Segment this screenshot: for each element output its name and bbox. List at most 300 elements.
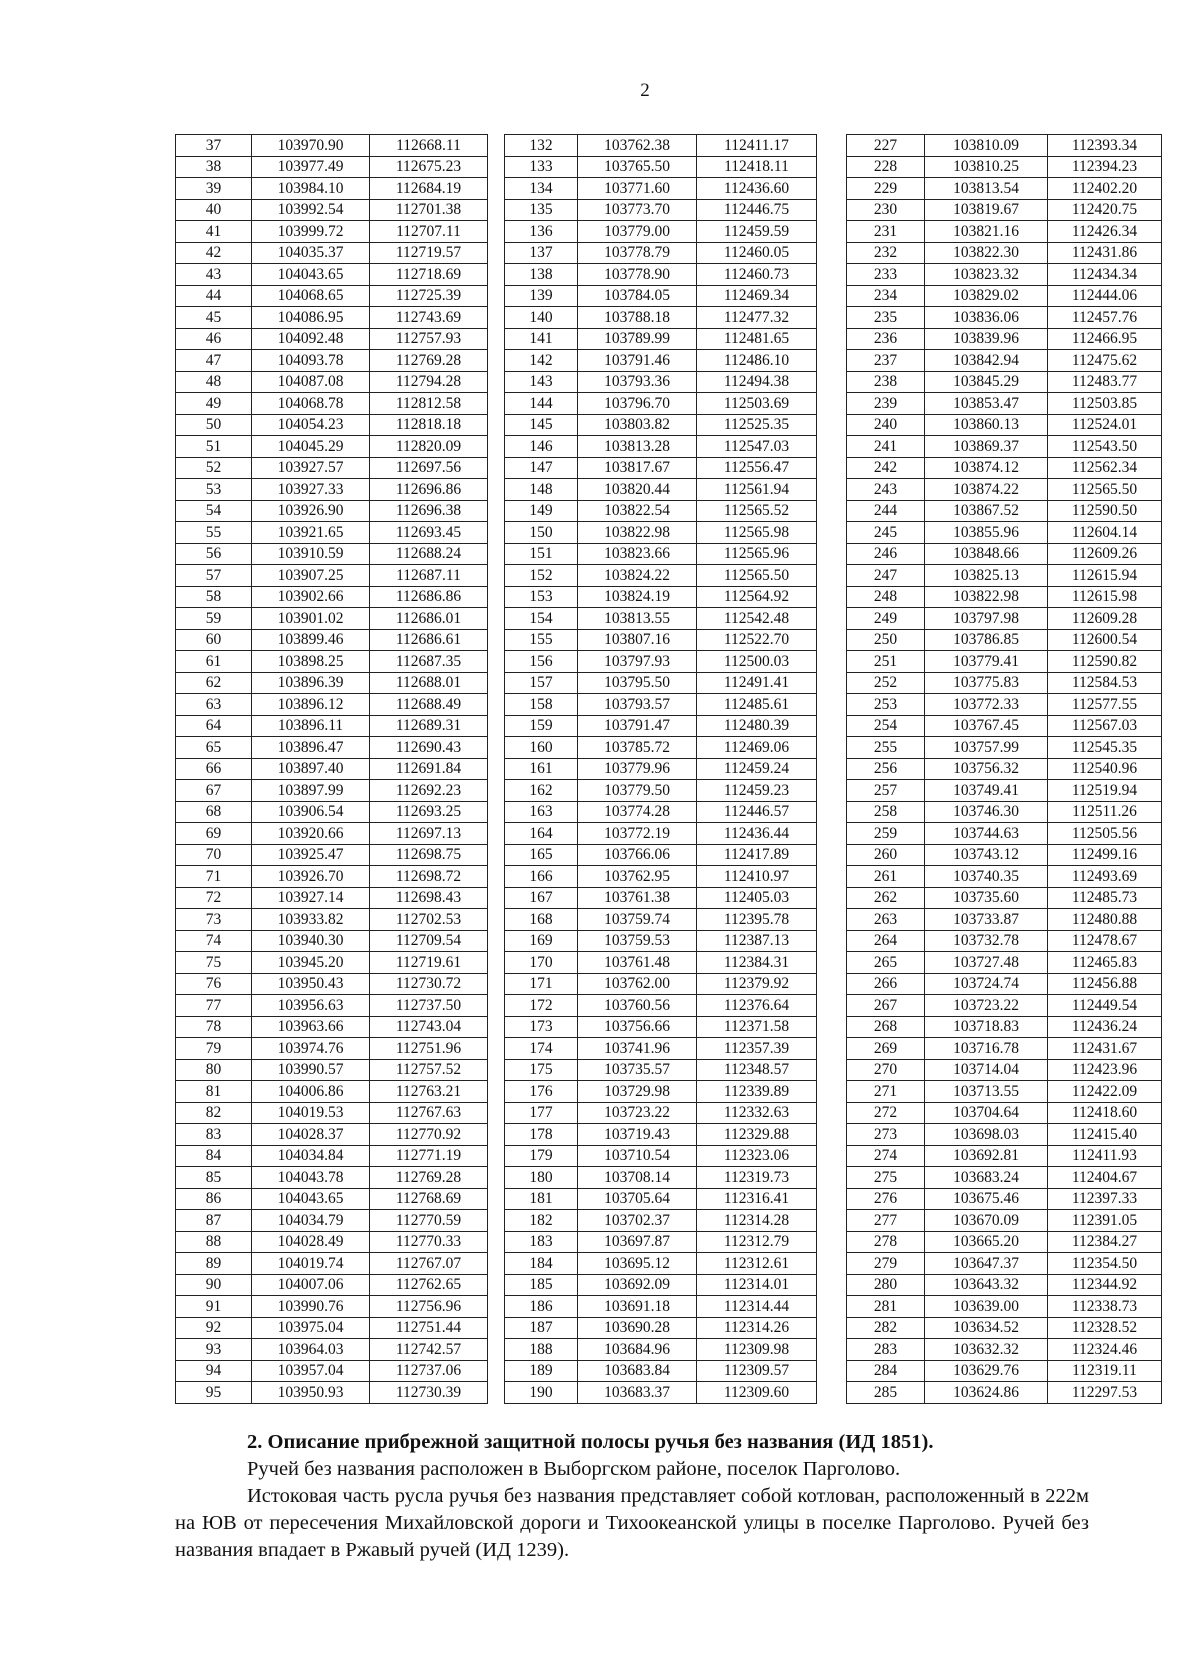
y-coordinate-cell: 112696.86 <box>370 479 488 501</box>
x-coordinate-cell: 103692.81 <box>925 1145 1048 1167</box>
y-coordinate-cell: 112690.43 <box>370 737 488 759</box>
y-coordinate-cell: 112696.38 <box>370 500 488 522</box>
table-row <box>847 608 1162 630</box>
y-coordinate-cell: 112702.53 <box>370 909 488 931</box>
x-coordinate-cell: 103634.52 <box>925 1317 1048 1339</box>
point-number-cell: 76 <box>176 973 252 995</box>
point-number-cell: 151 <box>505 543 578 565</box>
y-coordinate-cell: 112684.19 <box>370 178 488 200</box>
point-number-cell: 63 <box>176 694 252 716</box>
point-number-cell: 72 <box>176 887 252 909</box>
table-row <box>847 651 1162 673</box>
point-number-cell: 235 <box>847 307 925 329</box>
x-coordinate-cell: 103789.99 <box>578 328 697 350</box>
y-coordinate-cell: 112770.59 <box>370 1210 488 1232</box>
table-row <box>176 436 488 458</box>
y-coordinate-cell: 112344.92 <box>1048 1274 1162 1296</box>
x-coordinate-cell: 103898.25 <box>252 651 370 673</box>
x-coordinate-cell: 103788.18 <box>578 307 697 329</box>
section-description <box>175 1429 1089 1564</box>
point-number-cell: 228 <box>847 156 925 178</box>
y-coordinate-cell: 112751.44 <box>370 1317 488 1339</box>
y-coordinate-cell: 112371.58 <box>697 1016 817 1038</box>
x-coordinate-cell: 103705.64 <box>578 1188 697 1210</box>
table-row <box>176 522 488 544</box>
x-coordinate-cell: 103771.60 <box>578 178 697 200</box>
point-number-cell: 37 <box>176 135 252 157</box>
y-coordinate-cell: 112418.60 <box>1048 1102 1162 1124</box>
x-coordinate-cell: 103772.19 <box>578 823 697 845</box>
x-coordinate-cell: 103744.63 <box>925 823 1048 845</box>
table-row <box>176 995 488 1017</box>
table-row <box>505 522 817 544</box>
y-coordinate-cell: 112687.11 <box>370 565 488 587</box>
x-coordinate-cell: 103824.19 <box>578 586 697 608</box>
x-coordinate-cell: 103704.64 <box>925 1102 1048 1124</box>
y-coordinate-cell: 112309.57 <box>697 1360 817 1382</box>
point-number-cell: 92 <box>176 1317 252 1339</box>
point-number-cell: 264 <box>847 930 925 952</box>
y-coordinate-cell: 112818.18 <box>370 414 488 436</box>
y-coordinate-cell: 112426.34 <box>1048 221 1162 243</box>
point-number-cell: 188 <box>505 1339 578 1361</box>
point-number-cell: 146 <box>505 436 578 458</box>
y-coordinate-cell: 112556.47 <box>697 457 817 479</box>
x-coordinate-cell: 103896.12 <box>252 694 370 716</box>
table-row <box>847 479 1162 501</box>
x-coordinate-cell: 103761.38 <box>578 887 697 909</box>
table-row <box>505 264 817 286</box>
point-number-cell: 276 <box>847 1188 925 1210</box>
table-row <box>847 1210 1162 1232</box>
table-row <box>847 758 1162 780</box>
table-row <box>176 178 488 200</box>
y-coordinate-cell: 112460.05 <box>697 242 817 264</box>
table-row <box>847 973 1162 995</box>
x-coordinate-cell: 103743.12 <box>925 844 1048 866</box>
y-coordinate-cell: 112423.96 <box>1048 1059 1162 1081</box>
table-row <box>176 823 488 845</box>
table-row <box>505 608 817 630</box>
table-row <box>847 1317 1162 1339</box>
table-row <box>847 307 1162 329</box>
point-number-cell: 227 <box>847 135 925 157</box>
x-coordinate-cell: 104043.65 <box>252 264 370 286</box>
table-row <box>505 1317 817 1339</box>
table-row <box>847 952 1162 974</box>
y-coordinate-cell: 112767.07 <box>370 1253 488 1275</box>
point-number-cell: 232 <box>847 242 925 264</box>
point-number-cell: 57 <box>176 565 252 587</box>
y-coordinate-cell: 112493.69 <box>1048 866 1162 888</box>
y-coordinate-cell: 112688.24 <box>370 543 488 565</box>
table-row <box>847 1274 1162 1296</box>
x-coordinate-cell: 104092.48 <box>252 328 370 350</box>
point-number-cell: 39 <box>176 178 252 200</box>
y-coordinate-cell: 112402.20 <box>1048 178 1162 200</box>
point-number-cell: 83 <box>176 1124 252 1146</box>
point-number-cell: 78 <box>176 1016 252 1038</box>
section-paragraph-location: Ручей без названия расположен в Выборгском районе, поселок Парголово. <box>247 1458 901 1480</box>
table-row <box>505 1210 817 1232</box>
y-coordinate-cell: 112609.26 <box>1048 543 1162 565</box>
point-number-cell: 46 <box>176 328 252 350</box>
x-coordinate-cell: 103695.12 <box>578 1253 697 1275</box>
table-row <box>847 436 1162 458</box>
x-coordinate-cell: 103896.11 <box>252 715 370 737</box>
point-number-cell: 69 <box>176 823 252 845</box>
x-coordinate-cell: 103902.66 <box>252 586 370 608</box>
x-coordinate-cell: 104043.78 <box>252 1167 370 1189</box>
x-coordinate-cell: 103791.46 <box>578 350 697 372</box>
point-number-cell: 43 <box>176 264 252 286</box>
table-row <box>176 1231 488 1253</box>
table-row <box>176 1382 488 1404</box>
point-number-cell: 252 <box>847 672 925 694</box>
point-number-cell: 189 <box>505 1360 578 1382</box>
y-coordinate-cell: 112411.17 <box>697 135 817 157</box>
x-coordinate-cell: 103632.32 <box>925 1339 1048 1361</box>
point-number-cell: 84 <box>176 1145 252 1167</box>
point-number-cell: 171 <box>505 973 578 995</box>
y-coordinate-cell: 112485.73 <box>1048 887 1162 909</box>
point-number-cell: 87 <box>176 1210 252 1232</box>
table-row <box>847 522 1162 544</box>
x-coordinate-cell: 103945.20 <box>252 952 370 974</box>
x-coordinate-cell: 103683.84 <box>578 1360 697 1382</box>
point-number-cell: 176 <box>505 1081 578 1103</box>
x-coordinate-cell: 103964.03 <box>252 1339 370 1361</box>
point-number-cell: 247 <box>847 565 925 587</box>
x-coordinate-cell: 103848.66 <box>925 543 1048 565</box>
x-coordinate-cell: 103765.50 <box>578 156 697 178</box>
y-coordinate-cell: 112762.65 <box>370 1274 488 1296</box>
y-coordinate-cell: 112486.10 <box>697 350 817 372</box>
point-number-cell: 178 <box>505 1124 578 1146</box>
x-coordinate-cell: 103910.59 <box>252 543 370 565</box>
x-coordinate-cell: 103665.20 <box>925 1231 1048 1253</box>
y-coordinate-cell: 112324.46 <box>1048 1339 1162 1361</box>
point-number-cell: 44 <box>176 285 252 307</box>
x-coordinate-cell: 103756.32 <box>925 758 1048 780</box>
x-coordinate-cell: 103855.96 <box>925 522 1048 544</box>
section-paragraph-source: Истоковая часть русла ручья без названия представляет собой котлован, расположенный в 222м на ЮВ от пересечения Михайловской дороги и Тихоокеанской улицы в поселке Парголово. Ручей без названия впадает в Ржавый ручей (ИД 1239). <box>175 1485 1089 1561</box>
y-coordinate-cell: 112459.59 <box>697 221 817 243</box>
y-coordinate-cell: 112411.93 <box>1048 1145 1162 1167</box>
point-number-cell: 246 <box>847 543 925 565</box>
y-coordinate-cell: 112477.32 <box>697 307 817 329</box>
point-number-cell: 58 <box>176 586 252 608</box>
y-coordinate-cell: 112312.61 <box>697 1253 817 1275</box>
x-coordinate-cell: 103925.47 <box>252 844 370 866</box>
table-row <box>847 371 1162 393</box>
y-coordinate-cell: 112328.52 <box>1048 1317 1162 1339</box>
point-number-cell: 167 <box>505 887 578 909</box>
point-number-cell: 47 <box>176 350 252 372</box>
x-coordinate-cell: 103825.13 <box>925 565 1048 587</box>
x-coordinate-cell: 103926.70 <box>252 866 370 888</box>
point-number-cell: 253 <box>847 694 925 716</box>
point-number-cell: 258 <box>847 801 925 823</box>
point-number-cell: 177 <box>505 1102 578 1124</box>
table-row <box>847 780 1162 802</box>
table-row <box>505 1296 817 1318</box>
x-coordinate-cell: 103950.43 <box>252 973 370 995</box>
y-coordinate-cell: 112511.26 <box>1048 801 1162 823</box>
point-number-cell: 160 <box>505 737 578 759</box>
y-coordinate-cell: 112675.23 <box>370 156 488 178</box>
table-row <box>505 1145 817 1167</box>
x-coordinate-cell: 103869.37 <box>925 436 1048 458</box>
x-coordinate-cell: 104019.53 <box>252 1102 370 1124</box>
point-number-cell: 163 <box>505 801 578 823</box>
y-coordinate-cell: 112348.57 <box>697 1059 817 1081</box>
x-coordinate-cell: 103735.57 <box>578 1059 697 1081</box>
table-row <box>847 1382 1162 1404</box>
y-coordinate-cell: 112475.62 <box>1048 350 1162 372</box>
y-coordinate-cell: 112590.50 <box>1048 500 1162 522</box>
y-coordinate-cell: 112600.54 <box>1048 629 1162 651</box>
x-coordinate-cell: 103779.96 <box>578 758 697 780</box>
x-coordinate-cell: 103796.70 <box>578 393 697 415</box>
coordinates-table-2 <box>504 134 817 1404</box>
x-coordinate-cell: 103643.32 <box>925 1274 1048 1296</box>
y-coordinate-cell: 112794.28 <box>370 371 488 393</box>
table-row <box>176 307 488 329</box>
table-row <box>847 414 1162 436</box>
point-number-cell: 179 <box>505 1145 578 1167</box>
x-coordinate-cell: 103786.85 <box>925 629 1048 651</box>
y-coordinate-cell: 112483.77 <box>1048 371 1162 393</box>
y-coordinate-cell: 112730.39 <box>370 1382 488 1404</box>
table-row <box>847 393 1162 415</box>
point-number-cell: 41 <box>176 221 252 243</box>
y-coordinate-cell: 112565.98 <box>697 522 817 544</box>
y-coordinate-cell: 112615.98 <box>1048 586 1162 608</box>
x-coordinate-cell: 103759.53 <box>578 930 697 952</box>
table-row <box>505 780 817 802</box>
table-row <box>505 952 817 974</box>
y-coordinate-cell: 112547.03 <box>697 436 817 458</box>
x-coordinate-cell: 103629.76 <box>925 1360 1048 1382</box>
point-number-cell: 145 <box>505 414 578 436</box>
table-row <box>176 930 488 952</box>
y-coordinate-cell: 112584.53 <box>1048 672 1162 694</box>
point-number-cell: 268 <box>847 1016 925 1038</box>
y-coordinate-cell: 112768.69 <box>370 1188 488 1210</box>
table-row <box>847 264 1162 286</box>
y-coordinate-cell: 112431.86 <box>1048 242 1162 264</box>
point-number-cell: 275 <box>847 1167 925 1189</box>
y-coordinate-cell: 112686.61 <box>370 629 488 651</box>
x-coordinate-cell: 103670.09 <box>925 1210 1048 1232</box>
table-row <box>847 1188 1162 1210</box>
point-number-cell: 238 <box>847 371 925 393</box>
y-coordinate-cell: 112459.24 <box>697 758 817 780</box>
x-coordinate-cell: 103927.33 <box>252 479 370 501</box>
y-coordinate-cell: 112436.24 <box>1048 1016 1162 1038</box>
y-coordinate-cell: 112769.28 <box>370 350 488 372</box>
y-coordinate-cell: 112316.41 <box>697 1188 817 1210</box>
x-coordinate-cell: 103639.00 <box>925 1296 1048 1318</box>
y-coordinate-cell: 112698.75 <box>370 844 488 866</box>
y-coordinate-cell: 112466.95 <box>1048 328 1162 350</box>
point-number-cell: 155 <box>505 629 578 651</box>
point-number-cell: 82 <box>176 1102 252 1124</box>
y-coordinate-cell: 112503.85 <box>1048 393 1162 415</box>
y-coordinate-cell: 112543.50 <box>1048 436 1162 458</box>
point-number-cell: 135 <box>505 199 578 221</box>
x-coordinate-cell: 103746.30 <box>925 801 1048 823</box>
x-coordinate-cell: 103957.04 <box>252 1360 370 1382</box>
x-coordinate-cell: 103977.49 <box>252 156 370 178</box>
point-number-cell: 250 <box>847 629 925 651</box>
x-coordinate-cell: 104086.95 <box>252 307 370 329</box>
point-number-cell: 154 <box>505 608 578 630</box>
x-coordinate-cell: 103970.90 <box>252 135 370 157</box>
x-coordinate-cell: 103697.87 <box>578 1231 697 1253</box>
x-coordinate-cell: 104006.86 <box>252 1081 370 1103</box>
table-row <box>176 1210 488 1232</box>
table-row <box>847 715 1162 737</box>
x-coordinate-cell: 103675.46 <box>925 1188 1048 1210</box>
point-number-cell: 49 <box>176 393 252 415</box>
table-row <box>505 651 817 673</box>
y-coordinate-cell: 112376.64 <box>697 995 817 1017</box>
table-row <box>176 543 488 565</box>
table-row <box>847 350 1162 372</box>
x-coordinate-cell: 103874.22 <box>925 479 1048 501</box>
x-coordinate-cell: 103822.98 <box>578 522 697 544</box>
table-row <box>176 887 488 909</box>
table-row <box>847 1253 1162 1275</box>
point-number-cell: 280 <box>847 1274 925 1296</box>
x-coordinate-cell: 103926.90 <box>252 500 370 522</box>
point-number-cell: 54 <box>176 500 252 522</box>
x-coordinate-cell: 104034.79 <box>252 1210 370 1232</box>
point-number-cell: 85 <box>176 1167 252 1189</box>
table-row <box>176 1167 488 1189</box>
y-coordinate-cell: 112743.69 <box>370 307 488 329</box>
table-row <box>176 1296 488 1318</box>
x-coordinate-cell: 103999.72 <box>252 221 370 243</box>
table-row <box>176 1081 488 1103</box>
y-coordinate-cell: 112522.70 <box>697 629 817 651</box>
table-row <box>505 866 817 888</box>
x-coordinate-cell: 103775.83 <box>925 672 1048 694</box>
y-coordinate-cell: 112763.21 <box>370 1081 488 1103</box>
point-number-cell: 64 <box>176 715 252 737</box>
x-coordinate-cell: 103897.40 <box>252 758 370 780</box>
y-coordinate-cell: 112524.01 <box>1048 414 1162 436</box>
y-coordinate-cell: 112565.50 <box>1048 479 1162 501</box>
x-coordinate-cell: 103899.46 <box>252 629 370 651</box>
y-coordinate-cell: 112718.69 <box>370 264 488 286</box>
x-coordinate-cell: 103766.06 <box>578 844 697 866</box>
table-row <box>505 414 817 436</box>
y-coordinate-cell: 112420.75 <box>1048 199 1162 221</box>
x-coordinate-cell: 103749.41 <box>925 780 1048 802</box>
x-coordinate-cell: 103963.66 <box>252 1016 370 1038</box>
point-number-cell: 260 <box>847 844 925 866</box>
y-coordinate-cell: 112687.35 <box>370 651 488 673</box>
point-number-cell: 150 <box>505 522 578 544</box>
y-coordinate-cell: 112323.06 <box>697 1145 817 1167</box>
table-row <box>505 887 817 909</box>
point-number-cell: 67 <box>176 780 252 802</box>
y-coordinate-cell: 112446.75 <box>697 199 817 221</box>
point-number-cell: 157 <box>505 672 578 694</box>
x-coordinate-cell: 103741.96 <box>578 1038 697 1060</box>
y-coordinate-cell: 112456.88 <box>1048 973 1162 995</box>
x-coordinate-cell: 103819.67 <box>925 199 1048 221</box>
y-coordinate-cell: 112415.40 <box>1048 1124 1162 1146</box>
point-number-cell: 172 <box>505 995 578 1017</box>
table-row <box>847 930 1162 952</box>
x-coordinate-cell: 103867.52 <box>925 500 1048 522</box>
x-coordinate-cell: 103690.28 <box>578 1317 697 1339</box>
point-number-cell: 230 <box>847 199 925 221</box>
table-row <box>847 629 1162 651</box>
x-coordinate-cell: 103933.82 <box>252 909 370 931</box>
point-number-cell: 174 <box>505 1038 578 1060</box>
x-coordinate-cell: 103624.86 <box>925 1382 1048 1404</box>
point-number-cell: 270 <box>847 1059 925 1081</box>
y-coordinate-cell: 112503.69 <box>697 393 817 415</box>
table-row <box>176 1274 488 1296</box>
x-coordinate-cell: 103773.70 <box>578 199 697 221</box>
x-coordinate-cell: 103807.16 <box>578 629 697 651</box>
point-number-cell: 266 <box>847 973 925 995</box>
y-coordinate-cell: 112737.50 <box>370 995 488 1017</box>
y-coordinate-cell: 112417.89 <box>697 844 817 866</box>
table-row <box>505 1081 817 1103</box>
point-number-cell: 261 <box>847 866 925 888</box>
y-coordinate-cell: 112459.23 <box>697 780 817 802</box>
table-row <box>847 694 1162 716</box>
y-coordinate-cell: 112436.44 <box>697 823 817 845</box>
x-coordinate-cell: 103921.65 <box>252 522 370 544</box>
point-number-cell: 79 <box>176 1038 252 1060</box>
coordinates-table-1 <box>175 134 488 1404</box>
table-row <box>176 1124 488 1146</box>
point-number-cell: 77 <box>176 995 252 1017</box>
point-number-cell: 248 <box>847 586 925 608</box>
y-coordinate-cell: 112384.27 <box>1048 1231 1162 1253</box>
table-row <box>847 737 1162 759</box>
y-coordinate-cell: 112481.65 <box>697 328 817 350</box>
y-coordinate-cell: 112697.56 <box>370 457 488 479</box>
table-row <box>176 866 488 888</box>
point-number-cell: 148 <box>505 479 578 501</box>
point-number-cell: 53 <box>176 479 252 501</box>
point-number-cell: 149 <box>505 500 578 522</box>
x-coordinate-cell: 103803.82 <box>578 414 697 436</box>
point-number-cell: 62 <box>176 672 252 694</box>
point-number-cell: 285 <box>847 1382 925 1404</box>
table-row <box>505 801 817 823</box>
point-number-cell: 50 <box>176 414 252 436</box>
y-coordinate-cell: 112422.09 <box>1048 1081 1162 1103</box>
point-number-cell: 254 <box>847 715 925 737</box>
x-coordinate-cell: 103719.43 <box>578 1124 697 1146</box>
table-row <box>176 242 488 264</box>
x-coordinate-cell: 103710.54 <box>578 1145 697 1167</box>
table-row <box>176 737 488 759</box>
point-number-cell: 262 <box>847 887 925 909</box>
point-number-cell: 244 <box>847 500 925 522</box>
x-coordinate-cell: 103927.14 <box>252 887 370 909</box>
